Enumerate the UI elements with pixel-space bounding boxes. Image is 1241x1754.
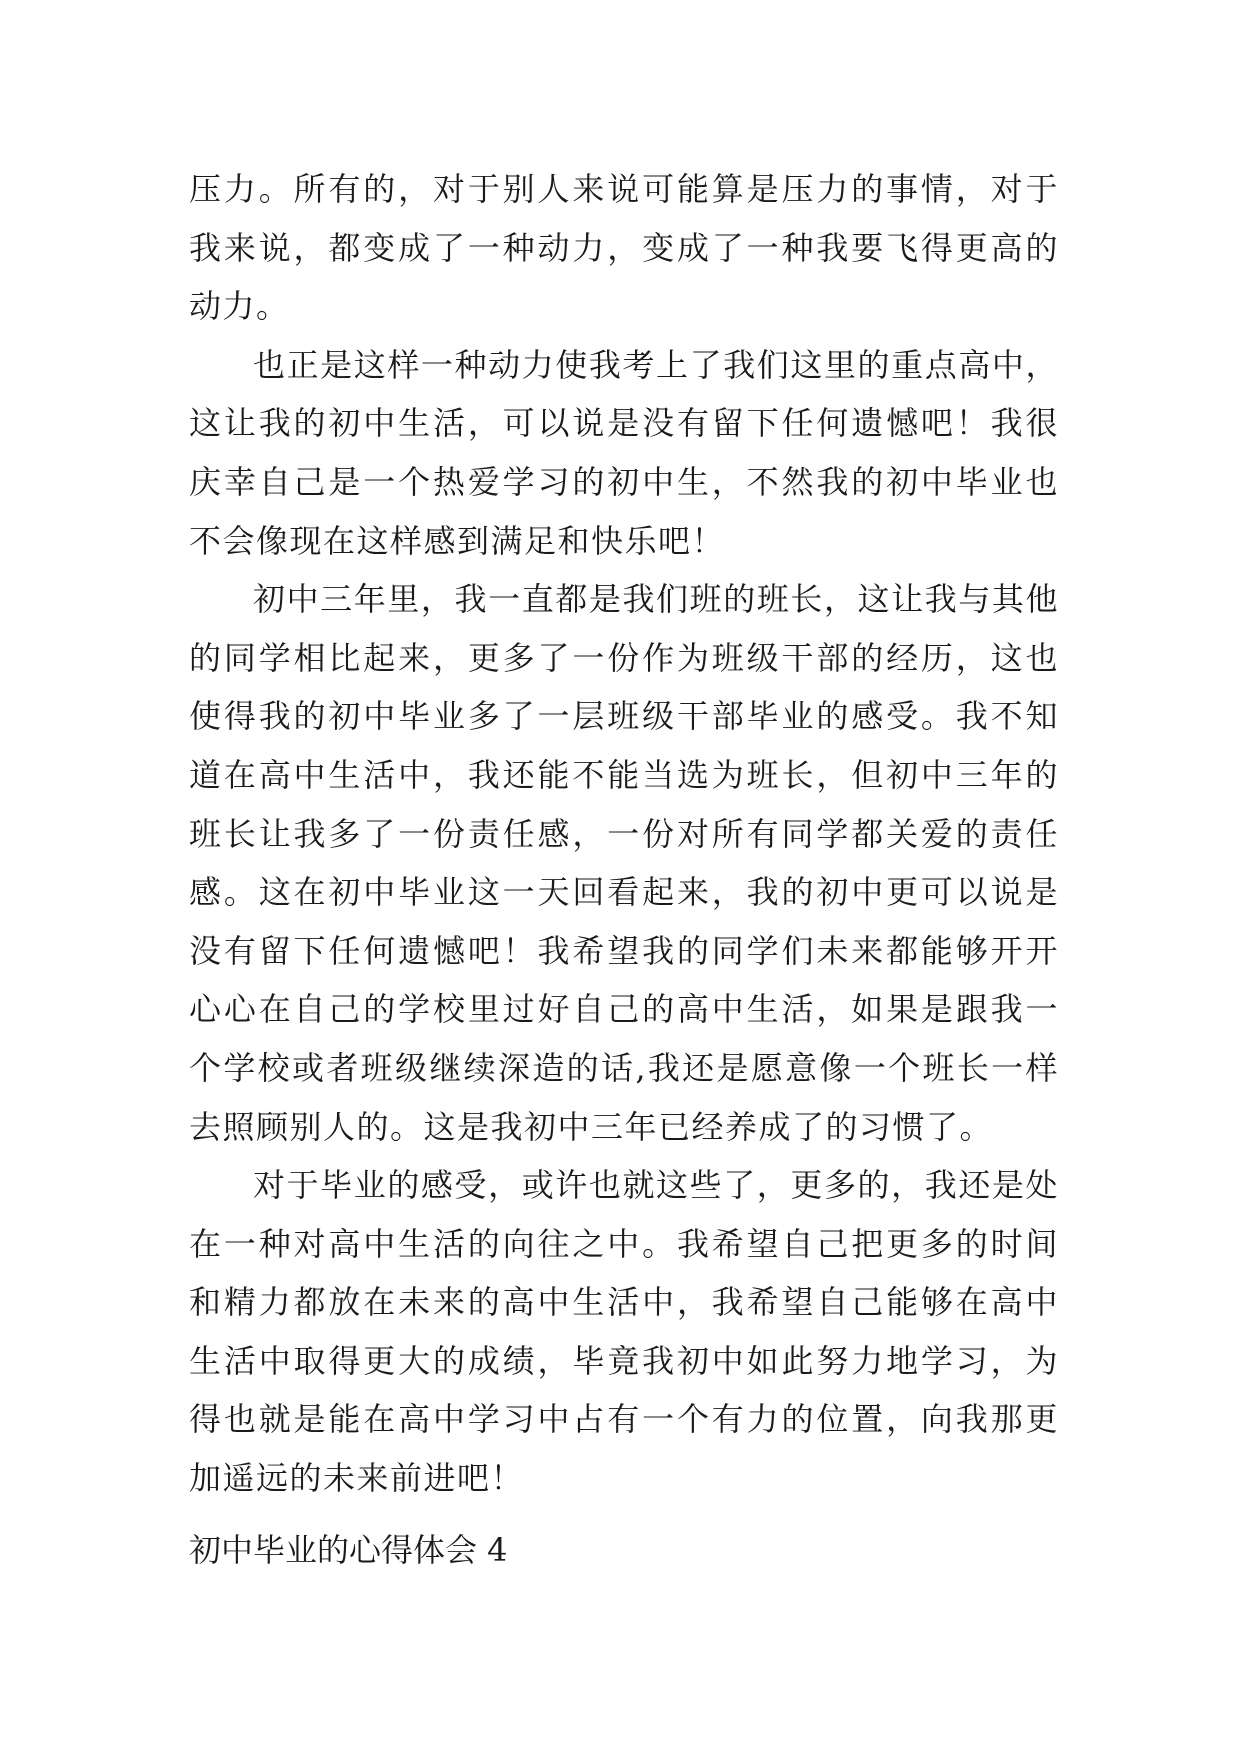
paragraph: 也正是这样一种动力使我考上了我们这里的重点高中，这让我的初中生活，可以说是没有留下任何遗憾吧！我很庆幸自己是一个热爱学习的初中生，不然我的初中毕业也不会像现在这样感到满足和快乐吧！ <box>189 345 1059 560</box>
body-text <box>189 160 1059 1508</box>
paragraph: 对于毕业的感受，或许也就这些了，更多的，我还是处在一种对高中生活的向往之中。我希望自己把更多的时间和精力都放在未来的高中生活中，我希望自己能够在高中生活中取得更大的成绩，毕竟我初中如此努力地学习，为得也就是能在高中学习中占有一个有力的位置，向我那更加遥远的未来前进吧！ <box>189 1166 1059 1498</box>
section-heading: 初中毕业的心得体会 4 <box>189 1531 508 1569</box>
paragraph: 初中三年里，我一直都是我们班的班长，这让我与其他的同学相比起来，更多了一份作为班级干部的经历，这也使得我的初中毕业多了一层班级干部毕业的感受。我不知道在高中生活中，我还能不能当选为班长，但初中三年的班长让我多了一份责任感，一份对所有同学都关爱的责任感。这在初中毕业这一天回看起来，我的初中更可以说是没有留下任何遗憾吧！我希望我的同学们未来都能够开开心心在自己的学校里过好自己的高中生活，如果是跟我一个学校或者班级继续深造的话,我还是愿意像一个班长一样去照顾别人的。这是我初中三年已经养成了的习惯了。 <box>189 580 1059 1146</box>
paragraph-continued: 压力。所有的，对于别人来说可能算是压力的事情，对于我来说，都变成了一种动力，变成了一种我要飞得更高的动力。 <box>189 170 1059 326</box>
